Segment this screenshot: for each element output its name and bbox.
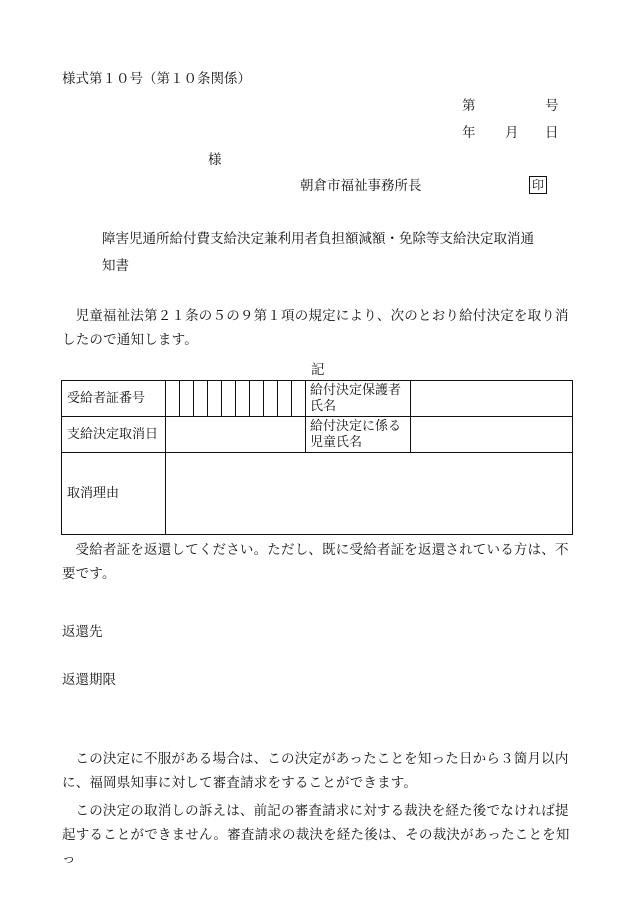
guardian-label-line2: 氏名 [310, 398, 337, 414]
date-month: 月 [505, 125, 519, 141]
cancel-reason-field[interactable] [166, 453, 573, 535]
table-row [62, 417, 573, 453]
document-title-line1: 障害児通所給付費支給決定兼利用者負担額減額・免除等支給決定取消通 [102, 231, 534, 247]
recipient-number-box[interactable] [166, 381, 180, 417]
doc-number-prefix: 第 [462, 98, 476, 114]
body-text: 児童福祉法第２１条の５の９第１項の規定により、次のとおり給付決定を取り消したので通知します。 [62, 308, 569, 348]
recipient-number-box[interactable] [208, 381, 222, 417]
recipient-number-box[interactable] [222, 381, 236, 417]
table-row [62, 453, 573, 535]
date-day: 日 [545, 125, 559, 141]
guardian-name-label [306, 381, 411, 417]
recipient-number-label: 受給者証番号 [62, 381, 166, 417]
seal-mark: 印 [529, 176, 547, 194]
table-row [62, 381, 573, 417]
ki-heading: 記 [311, 362, 325, 378]
cancellation-table [61, 380, 573, 535]
return-deadline-label: 返還期限 [62, 672, 116, 688]
recipient-number-box[interactable] [292, 381, 306, 417]
date-year: 年 [462, 125, 476, 141]
form-number: 様式第１０号（第１０条関係） [62, 71, 251, 87]
doc-number-suffix: 号 [545, 98, 559, 114]
child-name-label [306, 417, 411, 453]
return-notice: 受給者証を返還してください。ただし、既に受給者証を返還されている方は、不要です。 [62, 542, 569, 582]
recipient-number-box[interactable] [250, 381, 264, 417]
recipient-number-box[interactable] [180, 381, 194, 417]
document-title-line2: 知書 [102, 258, 129, 274]
appeal-text: この決定に不服がある場合は、この決定があったことを知った日から３箇月以内に、福岡県知事に対して審査請求をすることができます。 [62, 751, 569, 791]
addressee-suffix: 様 [208, 152, 222, 168]
recipient-number-box[interactable] [194, 381, 208, 417]
issuer-name: 朝倉市福祉事務所長 [300, 178, 422, 194]
child-name-field[interactable] [411, 417, 573, 453]
guardian-label-line1: 給付決定保護者 [310, 382, 402, 398]
cancel-date-label: 支給決定取消日 [62, 417, 166, 453]
guardian-name-field[interactable] [411, 381, 573, 417]
child-label-line2: 児童氏名 [310, 434, 363, 450]
cancel-reason-label: 取消理由 [62, 453, 166, 535]
return-to-label: 返還先 [62, 624, 103, 640]
lawsuit-text: この決定の取消しの訴えは、前記の審査請求に対する裁決を経た後でなければ提起することができません。審査請求の裁決を経た後は、その裁決があったことを知っ [62, 803, 570, 867]
cancel-date-field[interactable] [166, 417, 306, 453]
child-label-line1: 給付決定に係る [310, 418, 402, 434]
recipient-number-box[interactable] [278, 381, 292, 417]
recipient-number-box[interactable] [264, 381, 278, 417]
recipient-number-box[interactable] [236, 381, 250, 417]
